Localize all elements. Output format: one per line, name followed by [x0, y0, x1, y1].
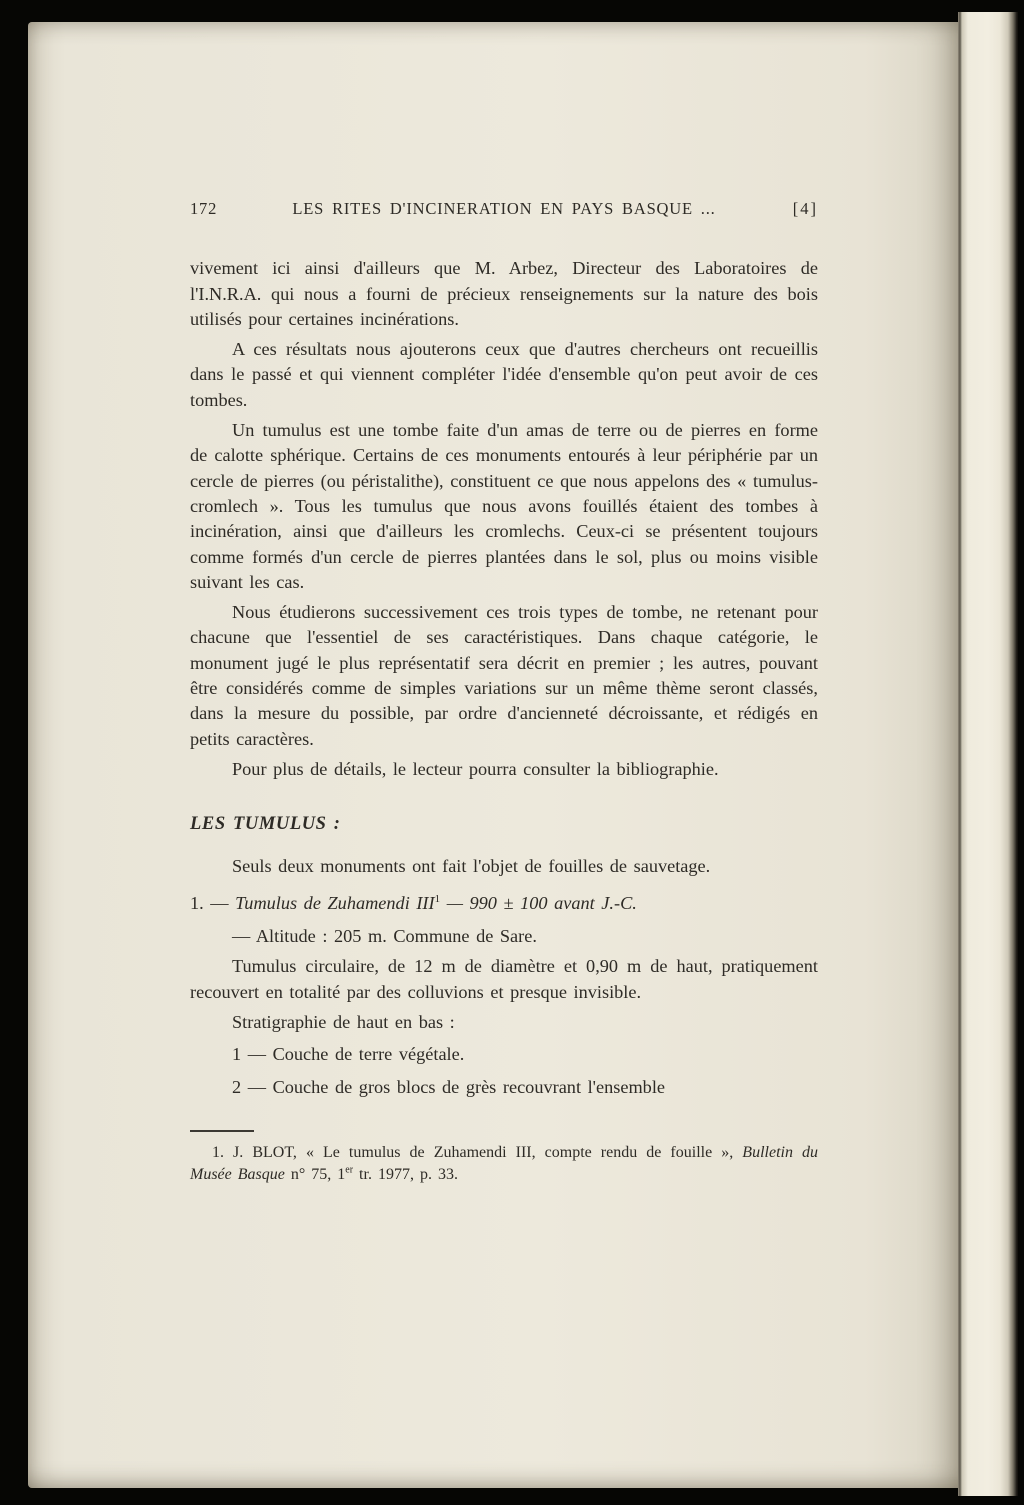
item-number: 1. — — [190, 892, 236, 913]
paragraph-3: Un tumulus est une tombe faite d'un amas de terre ou de pierres en forme de calotte sphérique. Certains de ces monuments entourés à leur périphérie par un cercle de pierres (ou péristalithe), constituent ce que nous appelons des « tumulus-cromlech ». Tous les tumulus que nous avons fouillés étaient des tombes à incinération, ainsi que d'ailleurs les cromlechs. Ceux-ci se présentent toujours comme formés d'un cercle de pierres plantées dans le sol, plus ou moins visible suivant les cas. — [190, 420, 818, 592]
stratigraphy-layer-1: 1 — Couche de terre végétale. — [232, 1044, 465, 1065]
footnote-reference: 1 — [434, 892, 441, 905]
paragraph-5: Pour plus de détails, le lecteur pourra consulter la bibliographie. — [232, 758, 719, 779]
book-page — [28, 22, 958, 1488]
footnote-block — [190, 1130, 818, 1187]
footnote-issue: n° 75, 1 — [284, 1166, 346, 1184]
altitude-line: — Altitude : 205 m. Commune de Sare. — [232, 926, 537, 947]
section-marker: [4] — [792, 199, 818, 218]
footnote-text — [190, 1142, 818, 1187]
item-title: Tumulus de Zuhamendi III — [235, 892, 435, 913]
footnote-ordinal: er — [345, 1165, 354, 1177]
paragraph-6: Seuls deux monuments ont fait l'objet de fouilles de sauvetage. — [232, 855, 711, 876]
running-header — [190, 196, 818, 221]
running-title: LES RITES D'INCINERATION EN PAYS BASQUE ... — [292, 199, 716, 218]
text-block — [190, 196, 818, 1187]
adjacent-page-edge — [958, 12, 1018, 1496]
paragraph-7: Tumulus circulaire, de 12 m de diamètre et 0,90 m de haut, pratiquement recouvert en totalité par des colluvions et presque invisible. — [190, 956, 818, 1002]
section-heading-les-tumulus: LES TUMULUS : — [190, 814, 341, 835]
paragraph-2: A ces résultats nous ajouterons ceux que d'autres chercheurs ont recueillis dans le passé et qui viennent compléter l'idée d'ensemble qu'on peut avoir de ces tombes. — [190, 339, 818, 410]
footnote-separator — [190, 1130, 254, 1132]
footnote-journal: Bulletin du Musée Basque — [190, 1143, 819, 1184]
paragraph-1: vivement ici ainsi d'ailleurs que M. Arbez, Directeur des Laboratoires de l'I.N.R.A. qui nous a fourni de précieux renseignements sur la nature des bois utilisés pour certaines incinérations. — [190, 258, 818, 329]
stratigraphy-intro: Stratigraphie de haut en bas : — [232, 1012, 455, 1033]
stratigraphy-layer-2: 2 — Couche de gros blocs de grès recouvrant l'ensemble — [232, 1076, 666, 1097]
footnote-citation: 1. J. BLOT, « Le tumulus de Zuhamendi III, compte rendu de fouille », — [212, 1143, 743, 1161]
footnote-issue-rest: tr. 1977, p. 33. — [353, 1166, 458, 1184]
paragraph-4: Nous étudierons successivement ces trois types de tombe, ne retenant pour chacune que l'essentiel de ses caractéristiques. Dans chaque catégorie, le monument jugé le plus représentatif sera décrit en premier ; les autres, pouvant être considérés comme de simples variations sur un même thème seront classés, dans la mesure du possible, par ordre d'ancienneté décroissante, et rédigés en petits caractères. — [190, 602, 818, 749]
tumulus-item-1 — [190, 891, 818, 916]
item-dating: — 990 ± 100 avant J.-C. — [440, 892, 637, 913]
page-number: 172 — [190, 199, 218, 218]
